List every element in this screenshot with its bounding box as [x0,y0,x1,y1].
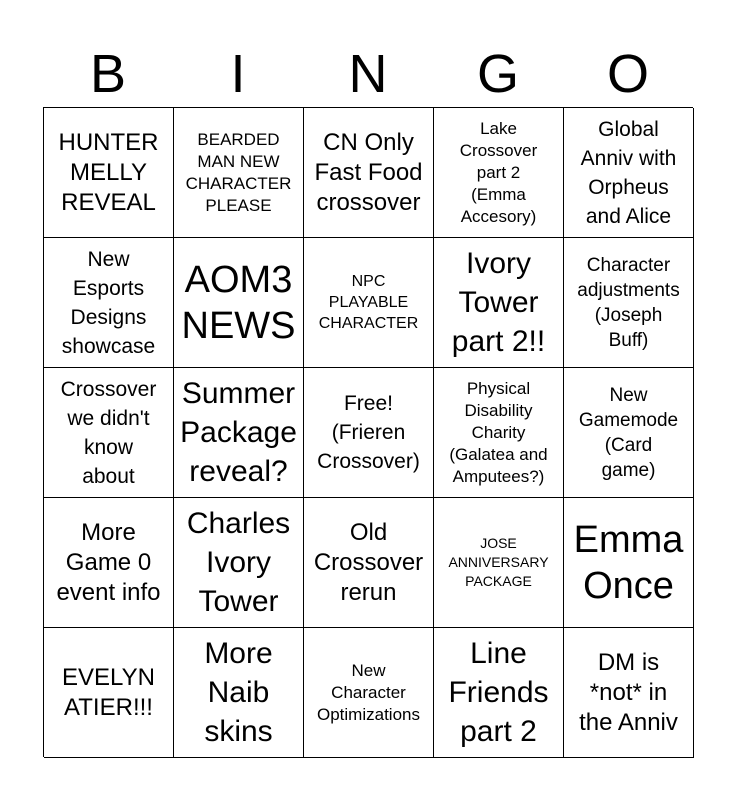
bingo-cell[interactable]: Old Crossover rerun [304,498,434,628]
header-letter-n: N [348,44,388,104]
bingo-cell[interactable]: DM is *not* in the Anniv [564,628,694,758]
header-letter-b: B [89,44,127,104]
bingo-cell[interactable]: EVELYN ATIER!!! [44,628,174,758]
bingo-cell[interactable]: Crossover we didn't know about [44,368,174,498]
bingo-cell[interactable]: JOSE ANNIVERSARY PACKAGE [434,498,564,628]
bingo-cell[interactable]: Emma Once [564,498,694,628]
bingo-cell[interactable]: Summer Package reveal? [174,368,304,498]
bingo-cell[interactable]: More Naib skins [174,628,304,758]
bingo-cell[interactable]: HUNTER MELLY REVEAL [44,108,174,238]
bingo-cell[interactable]: BEARDED MAN NEW CHARACTER PLEASE [174,108,304,238]
bingo-cell[interactable]: Line Friends part 2 [434,628,564,758]
bingo-cell[interactable]: New Character Optimizations [304,628,434,758]
header-letter-g: G [476,44,519,104]
header-letter-i: I [230,44,246,104]
bingo-cell[interactable]: AOM3 NEWS [174,238,304,368]
bingo-board [43,107,693,757]
bingo-cell[interactable]: Charles Ivory Tower [174,498,304,628]
bingo-cell[interactable]: NPC PLAYABLE CHARACTER [304,238,434,368]
bingo-cell[interactable]: CN Only Fast Food crossover [304,108,434,238]
bingo-cell[interactable]: New Gamemode (Card game) [564,368,694,498]
bingo-cell[interactable]: Free! (Frieren Crossover) [304,368,434,498]
bingo-cell[interactable]: New Esports Designs showcase [44,238,174,368]
bingo-cell[interactable]: Character adjustments (Joseph Buff) [564,238,694,368]
bingo-header [43,40,693,108]
header-letter-o: O [606,44,649,104]
bingo-cell[interactable]: Lake Crossover part 2 (Emma Accesory) [434,108,564,238]
bingo-cell[interactable]: Physical Disability Charity (Galatea and Amputees?) [434,368,564,498]
bingo-cell[interactable]: Global Anniv with Orpheus and Alice [564,108,694,238]
bingo-cell[interactable]: Ivory Tower part 2!! [434,238,564,368]
bingo-cell[interactable]: More Game 0 event info [44,498,174,628]
